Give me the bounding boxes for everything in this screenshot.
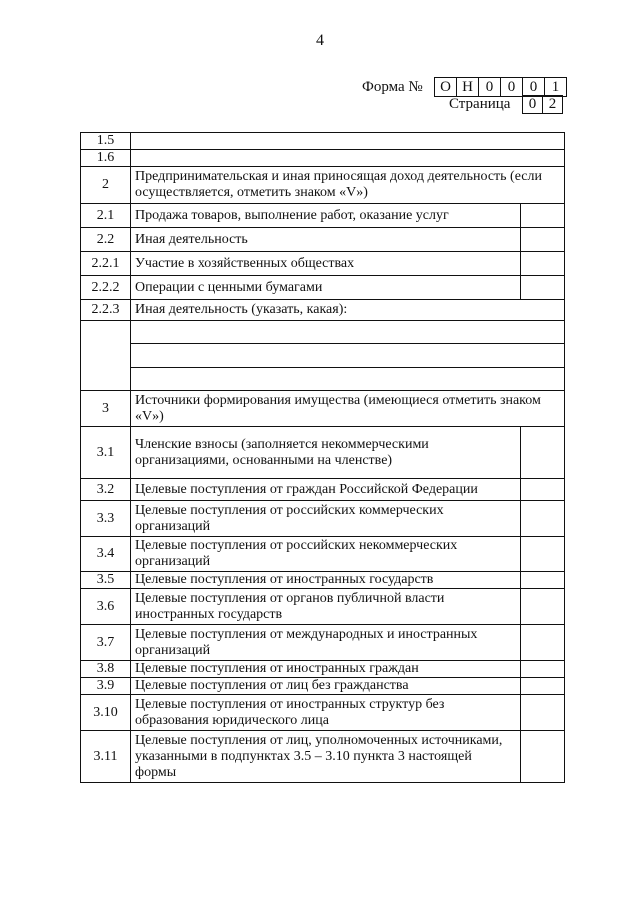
table-row [81,479,565,501]
table-row [81,368,565,391]
row-text: Целевые поступления от российских некоммерческих организаций [131,537,521,572]
row-text: Целевые поступления от лиц без гражданства [131,678,521,695]
check-box[interactable] [521,204,565,228]
row-text: Источники формирования имущества (имеющиеся отметить знаком «V») [131,391,565,427]
row-text: Иная деятельность (указать, какая): [131,300,565,321]
check-box[interactable] [521,572,565,589]
row-text[interactable] [131,150,565,167]
row-text: Целевые поступления от иностранных государств [131,572,521,589]
table-row [81,167,565,204]
row-number: 3.1 [81,427,131,479]
row-text: Целевые поступления от органов публичной власти иностранных государств [131,589,521,625]
table-row [81,572,565,589]
check-box[interactable] [521,625,565,661]
other-activity-line[interactable] [131,344,565,368]
form-code-cell: О [435,78,457,96]
table-row [81,300,565,321]
row-number: 3.11 [81,731,131,783]
table-row [81,695,565,731]
row-number: 2.2 [81,228,131,252]
table-row [81,661,565,678]
table-row [81,133,565,150]
row-text: Операции с ценными бумагами [131,276,521,300]
page-number: 4 [316,32,324,49]
check-box[interactable] [521,276,565,300]
row-text: Предпринимательская и иная приносящая доход деятельность (если осуществляется, отметить знаком «V») [131,167,565,204]
table-row [81,589,565,625]
row-number: 2.1 [81,204,131,228]
row-number: 2 [81,167,131,204]
form-code-cell: 0 [479,78,501,96]
row-number: 3.5 [81,572,131,589]
table-row [81,150,565,167]
form-code-cell: 1 [551,79,560,95]
table-row [81,391,565,427]
table-row [81,537,565,572]
table-row [81,321,565,344]
row-number: 2.2.3 [81,300,131,321]
table-row [81,344,565,368]
row-text: Целевые поступления от международных и иностранных организаций [131,625,521,661]
form-code-cell: 0 [523,78,545,96]
table-row [81,501,565,537]
check-box[interactable] [521,731,565,783]
row-number: 1.6 [81,150,131,167]
row-number: 2.2.2 [81,276,131,300]
row-text: Целевые поступления от российских коммерческих организаций [131,501,521,537]
check-box[interactable] [521,427,565,479]
table-row [81,276,565,300]
other-activity-line[interactable] [131,321,565,344]
table-row [81,204,565,228]
form-number-label: Форма № [362,79,423,95]
check-box[interactable] [521,678,565,695]
row-number: 3.6 [81,589,131,625]
row-number: 2.2.1 [81,252,131,276]
row-text: Продажа товаров, выполнение работ, оказание услуг [131,204,521,228]
row-number: 3.8 [81,661,131,678]
table-row [81,252,565,276]
table-row [81,427,565,479]
row-text: Целевые поступления от иностранных граждан [131,661,521,678]
activity-sources-table [80,132,565,783]
check-box[interactable] [521,589,565,625]
row-number: 3.9 [81,678,131,695]
check-box[interactable] [521,661,565,678]
check-box[interactable] [521,252,565,276]
row-text[interactable] [131,133,565,150]
row-text: Целевые поступления от граждан Российской Федерации [131,479,521,501]
check-box[interactable] [521,228,565,252]
form-code-cell: 0 [501,78,523,96]
row-text: Целевые поступления от иностранных структур без образования юридического лица [131,695,521,731]
row-text: Членские взносы (заполняется некоммерческими организациями, основанными на членстве) [131,427,521,479]
check-box[interactable] [521,479,565,501]
page-label: Страница [449,96,511,112]
check-box[interactable] [521,501,565,537]
row-text: Целевые поступления от лиц, уполномоченных источниками, указанными в подпунктах 3.5 – 3.10 пункта 3 настоящей формы [131,731,521,783]
row-number: 3.2 [81,479,131,501]
form-code-boxes [434,77,567,97]
row-number: 3 [81,391,131,427]
page-code-cell: 0 [523,96,543,113]
row-number-blank [81,321,131,391]
row-text: Участие в хозяйственных обществах [131,252,521,276]
check-box[interactable] [521,537,565,572]
row-number: 3.3 [81,501,131,537]
check-box[interactable] [521,695,565,731]
table-row [81,625,565,661]
page-code-cell: 2 [548,96,557,112]
row-number: 3.7 [81,625,131,661]
table-row [81,731,565,783]
row-number: 3.10 [81,695,131,731]
table-row [81,678,565,695]
other-activity-line[interactable] [131,368,565,391]
row-number: 1.5 [81,133,131,150]
table-row [81,228,565,252]
row-number: 3.4 [81,537,131,572]
page-code-boxes [522,95,563,114]
form-code-cell: Н [457,78,479,96]
row-text: Иная деятельность [131,228,521,252]
